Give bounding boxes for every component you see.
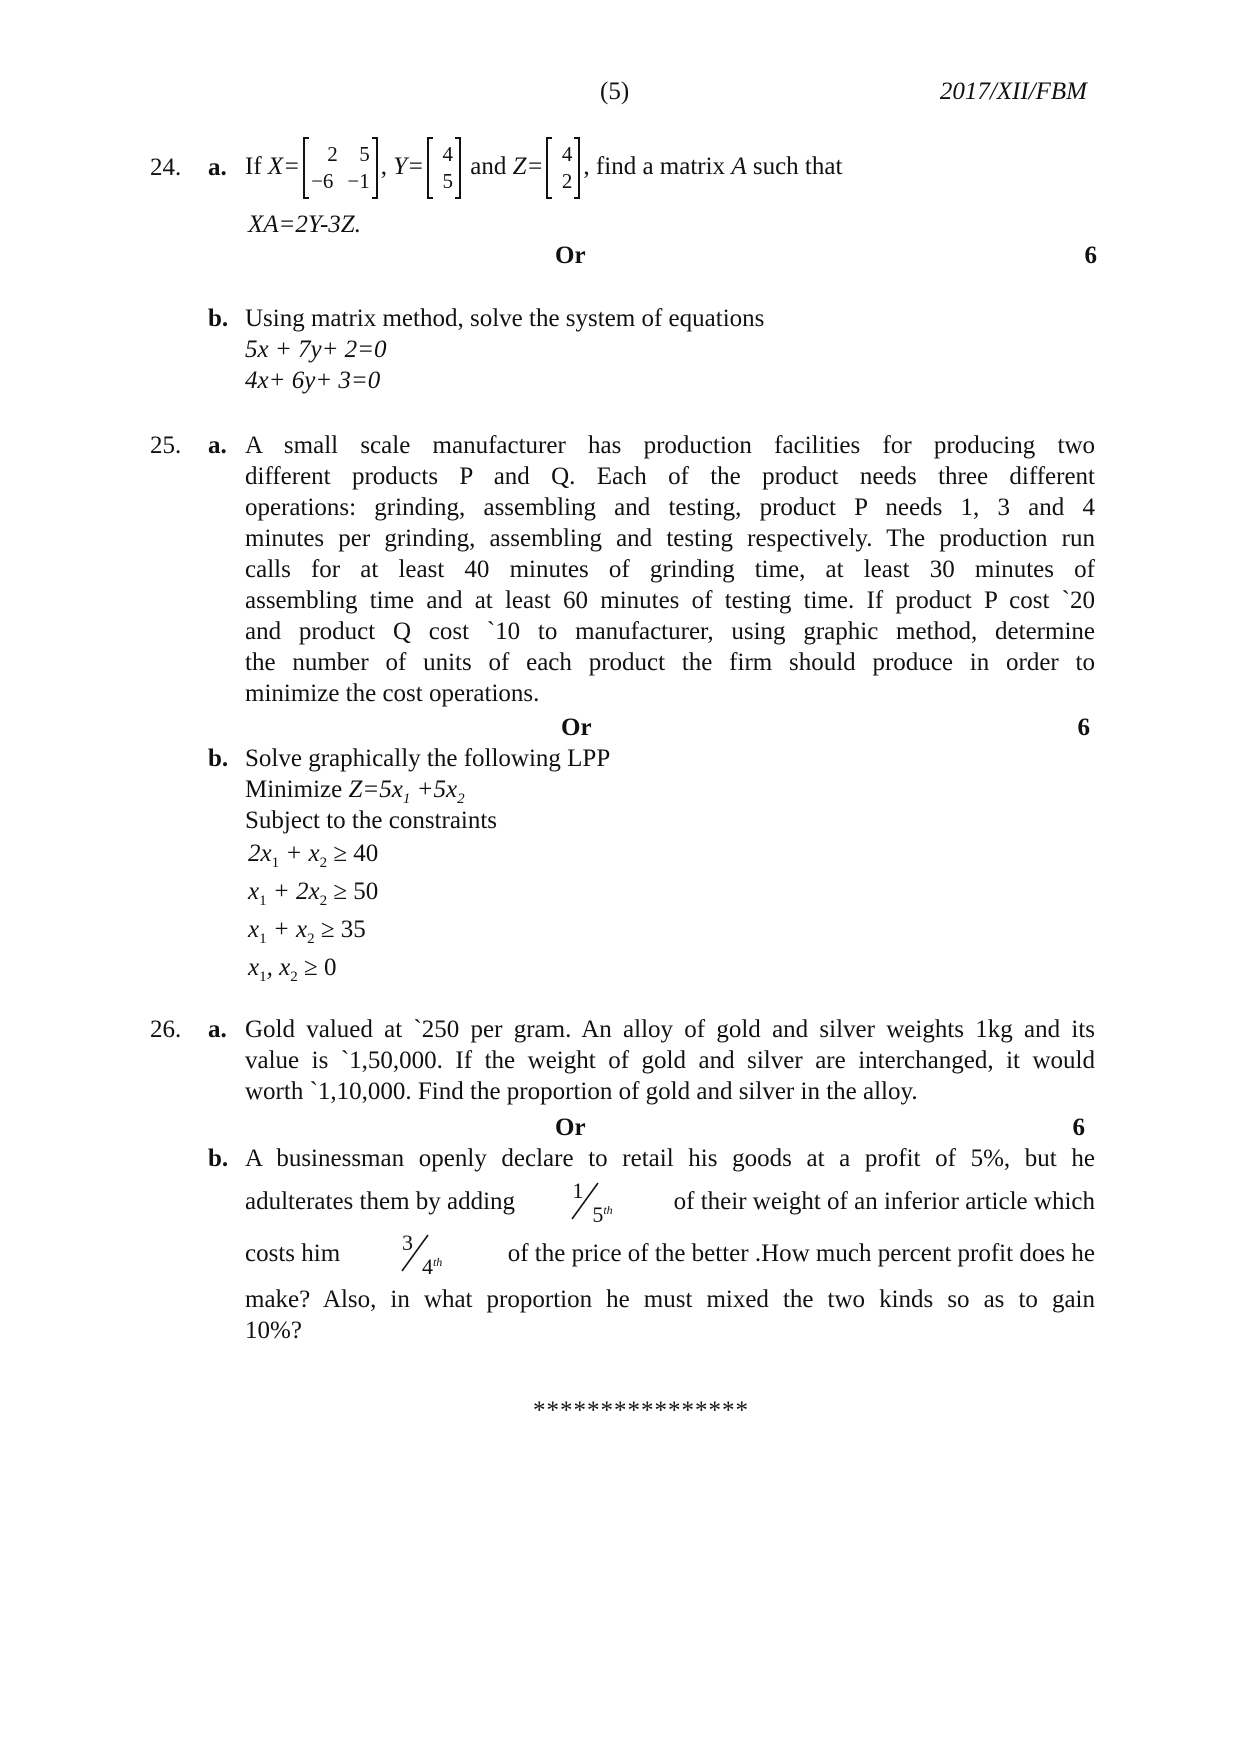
q25-marks: 6 (1077, 714, 1090, 741)
q25-a-line: the number of units of each product the firm should produce in order to (245, 649, 1095, 676)
q24-part-a-statement: If X= 2 5 −6 −1 , Y= 4 5 and Z= 4 2 , find a matrix A such that (245, 132, 842, 202)
q26-marks: 6 (1072, 1114, 1085, 1141)
q26-a-line: value is `1,50,000. If the weight of gold and silver are interchanged, it would (245, 1047, 1095, 1074)
q26-a-line: Gold valued at `250 per gram. An alloy of gold and silver weights 1kg and its (245, 1016, 1095, 1043)
paper-code: 2017/XII/FBM (939, 78, 1087, 105)
q25-constraint-1: $2x_1 + x_2 \ge 40$ (248, 840, 379, 871)
q25-part-a-text (245, 430, 1095, 709)
q24-equation-1: 5x + 7y+ 2=0 (245, 336, 387, 363)
q25-part-a-label: a. (208, 432, 227, 459)
q26-b-line: adulterates them by adding 1 5th of their weight of an inferior article which (245, 1178, 1095, 1227)
question-number-25: 25. (150, 432, 182, 459)
q25-subject-to: Subject to the constraints (245, 807, 498, 834)
q25-objective: Minimize $Z=5x_1 +5x_2$ (245, 776, 465, 807)
q26-b-line: costs him 3 4th of the price of the better .How much percent profit does he (245, 1230, 1095, 1279)
q25-or: Or (561, 714, 592, 741)
page-number: (5) (600, 78, 630, 105)
q25-a-line: A small scale manufacturer has production facilities for producing two (245, 432, 1095, 459)
q26-b-line: A businessman openly declare to retail his goods at a profit of 5%, but he (245, 1145, 1095, 1172)
q26-part-b-label: b. (208, 1145, 229, 1172)
q25-a-line: calls for at least 40 minutes of grinding time, at least 30 minutes of (245, 556, 1095, 583)
end-stars: **************** (533, 1397, 749, 1424)
fraction-one-fifth: 1 5th (572, 1178, 613, 1227)
q24-part-a-label: a. (208, 154, 227, 181)
q25-a-line: different products P and Q. Each of the product needs three different (245, 463, 1095, 490)
q25-a-line: and product Q cost `10 to manufacturer, using graphic method, determine (245, 618, 1095, 645)
question-number-26: 26. (150, 1016, 182, 1043)
q25-a-line: minutes per grinding, assembling and testing respectively. The production run (245, 525, 1095, 552)
q25-part-b-text: Solve graphically the following LPP (245, 745, 611, 772)
q24-part-b-text: Using matrix method, solve the system of equations (245, 305, 765, 332)
fraction-three-fourths: 3 4th (401, 1230, 443, 1279)
q26-part-a-text (245, 1014, 1095, 1107)
q26-b-line: make? Also, in what proportion he must mixed the two kinds so as to gain (245, 1286, 1095, 1313)
q24-marks: 6 (1084, 242, 1097, 269)
q25-a-line: assembling time and at least 60 minutes of testing time. If product P cost `20 (245, 587, 1095, 614)
q25-constraint-3: $x_1 + x_2 \ge 35$ (248, 916, 366, 947)
q26-or: Or (555, 1114, 586, 1141)
q26-b-line: 10%? (245, 1317, 302, 1344)
q25-a-line: operations: grinding, assembling and testing, product P needs 1, 3 and 4 (245, 494, 1095, 521)
matrix-x: 2 5 −6 −1 (303, 139, 378, 197)
q25-part-b-label: b. (208, 745, 229, 772)
q25-constraint-2: $x_1 + 2x_2 \ge 50$ (248, 878, 379, 909)
matrix-y: 4 5 (427, 139, 461, 197)
q25-constraint-4: $x_1$, $x_2 \ge 0$ (248, 954, 337, 985)
question-number-24: 24. (150, 154, 182, 181)
q24-or: Or (555, 242, 586, 269)
q24-equation-2: 4x+ 6y+ 3=0 (245, 367, 381, 394)
q26-part-b-text (245, 1143, 1095, 1346)
q26-part-a-label: a. (208, 1016, 227, 1043)
q24-part-b-label: b. (208, 305, 229, 332)
q24-equation: XA=2Y-3Z. (248, 211, 361, 238)
q26-a-line: worth `1,10,000. Find the proportion of gold and silver in the alloy. (245, 1078, 918, 1105)
matrix-z: 4 2 (546, 139, 580, 197)
q25-a-line: minimize the cost operations. (245, 680, 540, 707)
